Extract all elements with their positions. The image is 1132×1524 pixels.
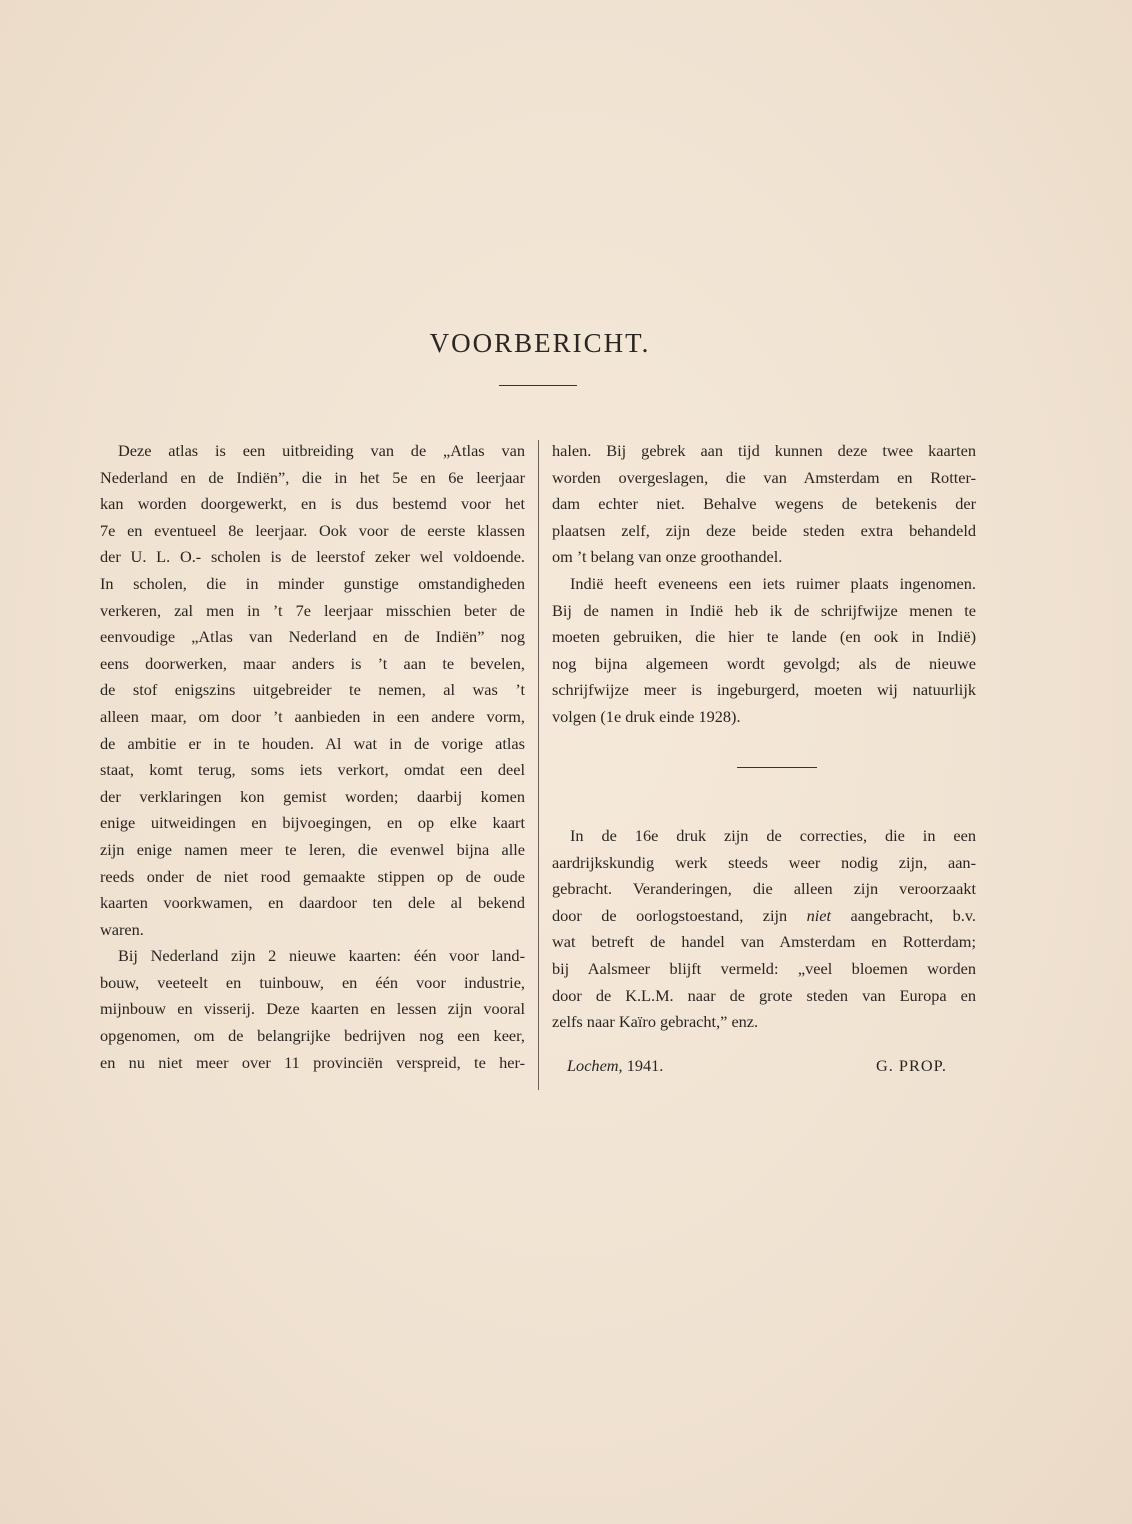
text-line: door de oorlogstoestand, zijn niet aangebracht, b.v. bbox=[552, 905, 977, 925]
text-line: volgen (1e druk einde 1928). bbox=[552, 706, 741, 726]
text-line: moeten gebruiken, die hier te lande (en ook in Indië) bbox=[552, 627, 976, 647]
page-title: VOORBERICHT. bbox=[429, 328, 651, 358]
text-line: om ’t belang van onze groothandel. bbox=[552, 547, 783, 567]
right-column-top bbox=[552, 438, 976, 731]
text-line: Nederland en de Indiën”, die in het 5e en 6e leerjaar bbox=[100, 467, 525, 487]
text-line: waren. bbox=[100, 919, 144, 939]
text-line: 7e en eventueel 8e leerjaar. Ook voor de eerste klassen bbox=[100, 520, 525, 540]
text-line: zijn enige namen meer te leren, die evenwel bijna alle bbox=[100, 839, 525, 859]
signature-town: Lochem bbox=[567, 1056, 619, 1075]
text-line: door de K.L.M. naar de grote steden van Europa en bbox=[552, 985, 976, 1005]
title-rule bbox=[499, 385, 577, 386]
text-line: zelfs naar Kaïro gebracht,” enz. bbox=[552, 1012, 759, 1032]
text-line: Bij Nederland zijn 2 nieuwe kaarten: één voor land- bbox=[118, 946, 525, 966]
text-line: nog bijna algemeen wordt gevolgd; als de nieuwe bbox=[552, 653, 976, 673]
text-line: opgenomen, om de belangrijke bedrijven nog een keer, bbox=[100, 1026, 525, 1046]
signature-name: G. PROP. bbox=[876, 1056, 947, 1075]
text-line: mijnbouw en visserij. Deze kaarten en lessen zijn vooral bbox=[100, 999, 525, 1019]
text-line: dam echter niet. Behalve wegens de betekenis der bbox=[552, 494, 976, 514]
text-line: halen. Bij gebrek aan tijd kunnen deze twee kaarten bbox=[552, 441, 976, 460]
section-rule bbox=[737, 767, 817, 768]
text-line: Deze atlas is een uitbreiding van de „Atlas van bbox=[118, 441, 525, 460]
text-line: eens doorwerken, maar anders is ’t aan te bevelen, bbox=[100, 653, 525, 673]
signature-year: , 1941. bbox=[618, 1056, 664, 1075]
signature-place bbox=[567, 1056, 663, 1076]
text-line: der U. L. O.- scholen is de leerstof zeker wel voldoende. bbox=[100, 547, 525, 567]
text-line: verkeren, zal men in ’t 7e leerjaar misschien beter de bbox=[100, 600, 525, 620]
text-line: eenvoudige „Atlas van Nederland en de Indiën” nog bbox=[100, 627, 525, 647]
text-line: bij Aalsmeer blijft vermeld: „veel bloemen worden bbox=[552, 958, 976, 978]
left-column bbox=[100, 438, 525, 1076]
text-line: enige uitweidingen en bijvoegingen, en op elke kaart bbox=[100, 813, 525, 833]
right-column-bottom bbox=[552, 823, 976, 1036]
text-line: kaarten voorkwamen, en daardoor ten dele al bekend bbox=[100, 893, 525, 913]
text-line: en nu niet meer over 11 provinciën verspreid, te her- bbox=[100, 1052, 525, 1072]
text-line: Indië heeft eveneens een iets ruimer plaats ingenomen. bbox=[570, 573, 976, 593]
text-line: aardrijkskundig werk steeds weer nodig zijn, aan- bbox=[552, 852, 976, 872]
text-line: plaatsen zelf, zijn deze beide steden extra behandeld bbox=[552, 520, 976, 540]
text-line: de stof enigszins uitgebreider te nemen, al was ’t bbox=[100, 680, 525, 700]
text-line: Bij de namen in Indië heb ik de schrijfwijze menen te bbox=[552, 600, 976, 620]
text-line: gebracht. Veranderingen, die alleen zijn veroorzaakt bbox=[552, 879, 976, 899]
column-divider bbox=[538, 440, 539, 1090]
text-line: kan worden doorgewerkt, en is dus bestemd voor het bbox=[100, 494, 525, 514]
text-line: schrijfwijze meer is ingeburgerd, moeten wij natuurlijk bbox=[552, 680, 976, 700]
text-line: bouw, veeteelt en tuinbouw, en één voor industrie, bbox=[100, 972, 525, 992]
text-line: staat, komt terug, soms iets verkort, omdat een deel bbox=[100, 760, 525, 780]
text-line: In de 16e druk zijn de correcties, die in een bbox=[570, 826, 976, 845]
text-line: wat betreft de handel van Amsterdam en Rotterdam; bbox=[552, 932, 976, 952]
text-line: reeds onder de niet rood gemaakte stippen op de oude bbox=[100, 866, 525, 886]
text-line: alleen maar, om door ’t aanbieden in een andere vorm, bbox=[100, 706, 525, 726]
text-line: de ambitie er in te houden. Al wat in de vorige atlas bbox=[100, 733, 525, 753]
text-line: worden overgeslagen, die van Amsterdam en Rotter- bbox=[552, 467, 976, 487]
text-line: In scholen, die in minder gunstige omstandigheden bbox=[100, 573, 525, 593]
text-line: der verklaringen kon gemist worden; daarbij komen bbox=[100, 786, 525, 806]
